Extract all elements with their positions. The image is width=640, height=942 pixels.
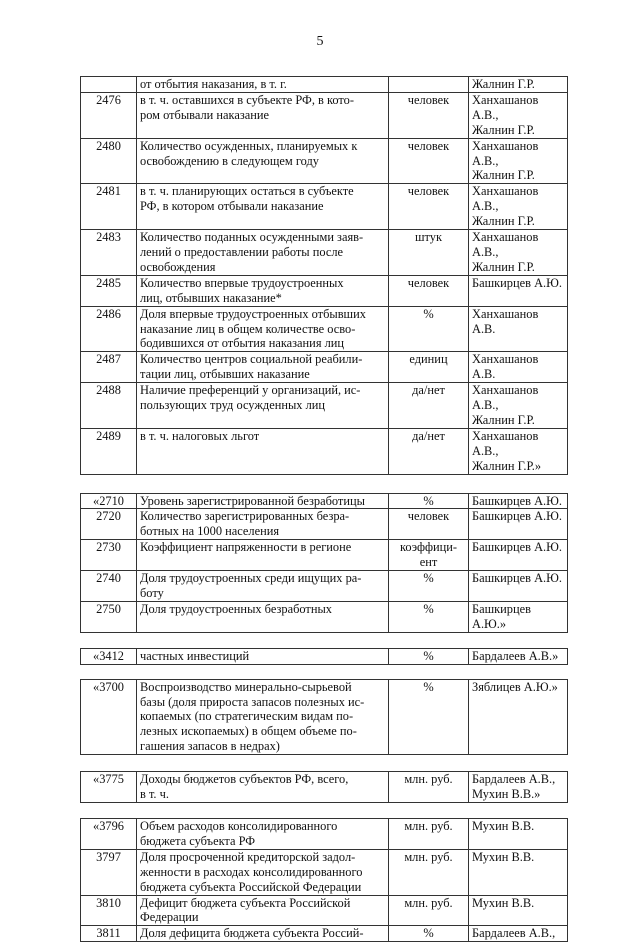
indicator-name-cell: от отбытия наказания, в т. г. (137, 77, 389, 93)
unit-cell: % (389, 601, 469, 632)
code-cell: 2720 (81, 509, 137, 540)
indicator-name-cell: Доля трудоустроенных безработных (137, 601, 389, 632)
responsible-cell: Бардалеев А.В., (469, 926, 568, 942)
responsible-cell: Мухин В.В. (469, 849, 568, 895)
unit-cell: человек (389, 184, 469, 230)
indicator-table-2 (80, 493, 568, 633)
table-row (81, 428, 568, 474)
table-row (81, 493, 568, 509)
responsible-cell: Ханхашанов А.В., Жалнин Г.Р. (469, 184, 568, 230)
indicator-name-cell: Доходы бюджетов субъектов РФ, всего, в т. ч. (137, 772, 389, 803)
indicator-name-cell: Доля трудоустроенных среди ищущих ра- боту (137, 571, 389, 602)
table-row (81, 275, 568, 306)
table-row (81, 772, 568, 803)
indicator-table-5 (80, 771, 568, 803)
table-row (81, 306, 568, 352)
responsible-cell: Башкирцев А.Ю. (469, 540, 568, 571)
code-cell: 2740 (81, 571, 137, 602)
unit-cell: % (389, 571, 469, 602)
unit-cell: да/нет (389, 383, 469, 429)
table-row (81, 509, 568, 540)
responsible-cell: Ханхашанов А.В., Жалнин Г.Р. (469, 383, 568, 429)
indicator-name-cell: Дефицит бюджета субъекта Российской Федерации (137, 895, 389, 926)
table-row (81, 571, 568, 602)
table-row (81, 352, 568, 383)
unit-cell: % (389, 493, 469, 509)
table-row (81, 818, 568, 849)
code-cell: 2485 (81, 275, 137, 306)
table-row (81, 926, 568, 942)
indicator-name-cell: Объем расходов консолидированного бюджета субъекта РФ (137, 818, 389, 849)
table-row (81, 92, 568, 138)
table-row (81, 77, 568, 93)
indicator-name-cell: Наличие преференций у организаций, ис- пользующих труд осужденных лиц (137, 383, 389, 429)
table-row (81, 230, 568, 276)
unit-cell (389, 77, 469, 93)
code-cell: «3796 (81, 818, 137, 849)
unit-cell: человек (389, 275, 469, 306)
unit-cell: % (389, 679, 469, 755)
code-cell: «3700 (81, 679, 137, 755)
responsible-cell: Башкирцев А.Ю. (469, 571, 568, 602)
indicator-name-cell: Количество зарегистрированных безра- ботных на 1000 населения (137, 509, 389, 540)
indicator-name-cell: Количество поданных осужденными заяв- лений о предоставлении работы после освобождения (137, 230, 389, 276)
responsible-cell: Башкирцев А.Ю. (469, 493, 568, 509)
unit-cell: млн. руб. (389, 895, 469, 926)
responsible-cell: Зяблицев А.Ю.» (469, 679, 568, 755)
unit-cell: % (389, 926, 469, 942)
indicator-name-cell: Доля просроченной кредиторской задол- женности в расходах консолидированного бюджета субъекта Российской Федерации (137, 849, 389, 895)
code-cell: 2486 (81, 306, 137, 352)
code-cell: 2481 (81, 184, 137, 230)
code-cell: 2750 (81, 601, 137, 632)
unit-cell: % (389, 306, 469, 352)
table-row (81, 383, 568, 429)
table-row (81, 849, 568, 895)
indicator-name-cell: частных инвестиций (137, 648, 389, 664)
code-cell: 2730 (81, 540, 137, 571)
table-row (81, 648, 568, 664)
unit-cell: единиц (389, 352, 469, 383)
indicator-name-cell: Количество осужденных, планируемых к освобождению в следующем году (137, 138, 389, 184)
responsible-cell: Ханхашанов А.В., Жалнин Г.Р. (469, 138, 568, 184)
code-cell: 2483 (81, 230, 137, 276)
indicator-name-cell: в т. ч. планирующих остаться в субъекте РФ, в котором отбывали наказание (137, 184, 389, 230)
indicator-name-cell: Количество впервые трудоустроенных лиц, отбывших наказание* (137, 275, 389, 306)
indicator-name-cell: Воспроизводство минерально-сырьевой базы (доля прироста запасов полезных ис- копаемых (по стратегическим видам по- лезных ископаемых) в общем объеме по- гашения запасов в недрах) (137, 679, 389, 755)
responsible-cell: Ханхашанов А.В. (469, 352, 568, 383)
table-row (81, 138, 568, 184)
indicator-name-cell: Уровень зарегистрированной безработицы (137, 493, 389, 509)
responsible-cell: Бардалеев А.В.» (469, 648, 568, 664)
code-cell: 2488 (81, 383, 137, 429)
responsible-cell: Башкирцев А.Ю.» (469, 601, 568, 632)
page-number: 5 (316, 34, 324, 49)
indicator-name-cell: Коэффициент напряженности в регионе (137, 540, 389, 571)
unit-cell: % (389, 648, 469, 664)
tables-container (80, 76, 567, 942)
unit-cell: млн. руб. (389, 818, 469, 849)
code-cell (81, 77, 137, 93)
unit-cell: млн. руб. (389, 849, 469, 895)
unit-cell: млн. руб. (389, 772, 469, 803)
responsible-cell: Ханхашанов А.В. (469, 306, 568, 352)
code-cell: «2710 (81, 493, 137, 509)
responsible-cell: Башкирцев А.Ю. (469, 509, 568, 540)
unit-cell: штук (389, 230, 469, 276)
table-row (81, 184, 568, 230)
responsible-cell: Башкирцев А.Ю. (469, 275, 568, 306)
unit-cell: человек (389, 138, 469, 184)
code-cell: 2489 (81, 428, 137, 474)
code-cell: 2480 (81, 138, 137, 184)
code-cell: «3775 (81, 772, 137, 803)
table-row (81, 679, 568, 755)
indicator-name-cell: в т. ч. налоговых льгот (137, 428, 389, 474)
responsible-cell: Мухин В.В. (469, 818, 568, 849)
code-cell: 2476 (81, 92, 137, 138)
indicator-table-3 (80, 648, 568, 665)
table-row (81, 601, 568, 632)
code-cell: 3811 (81, 926, 137, 942)
unit-cell: человек (389, 509, 469, 540)
code-cell: 3810 (81, 895, 137, 926)
unit-cell: коэффици- ент (389, 540, 469, 571)
indicator-table-6 (80, 818, 568, 942)
indicator-name-cell: Доля впервые трудоустроенных отбывших наказание лиц в общем количестве осво- бодившихся от отбытия наказания лиц (137, 306, 389, 352)
code-cell: «3412 (81, 648, 137, 664)
table-row (81, 895, 568, 926)
responsible-cell: Ханхашанов А.В., Жалнин Г.Р. (469, 230, 568, 276)
code-cell: 3797 (81, 849, 137, 895)
responsible-cell: Ханхашанов А.В., Жалнин Г.Р. (469, 92, 568, 138)
responsible-cell: Мухин В.В. (469, 895, 568, 926)
indicator-name-cell: Доля дефицита бюджета субъекта Россий- (137, 926, 389, 942)
indicator-table-1 (80, 76, 568, 475)
responsible-cell: Бардалеев А.В., Мухин В.В.» (469, 772, 568, 803)
indicator-table-4 (80, 679, 568, 756)
responsible-cell: Жалнин Г.Р. (469, 77, 568, 93)
responsible-cell: Ханхашанов А.В., Жалнин Г.Р.» (469, 428, 568, 474)
table-row (81, 540, 568, 571)
unit-cell: да/нет (389, 428, 469, 474)
indicator-name-cell: Количество центров социальной реабили- тации лиц, отбывших наказание (137, 352, 389, 383)
indicator-name-cell: в т. ч. оставшихся в субъекте РФ, в кото- ром отбывали наказание (137, 92, 389, 138)
unit-cell: человек (389, 92, 469, 138)
code-cell: 2487 (81, 352, 137, 383)
